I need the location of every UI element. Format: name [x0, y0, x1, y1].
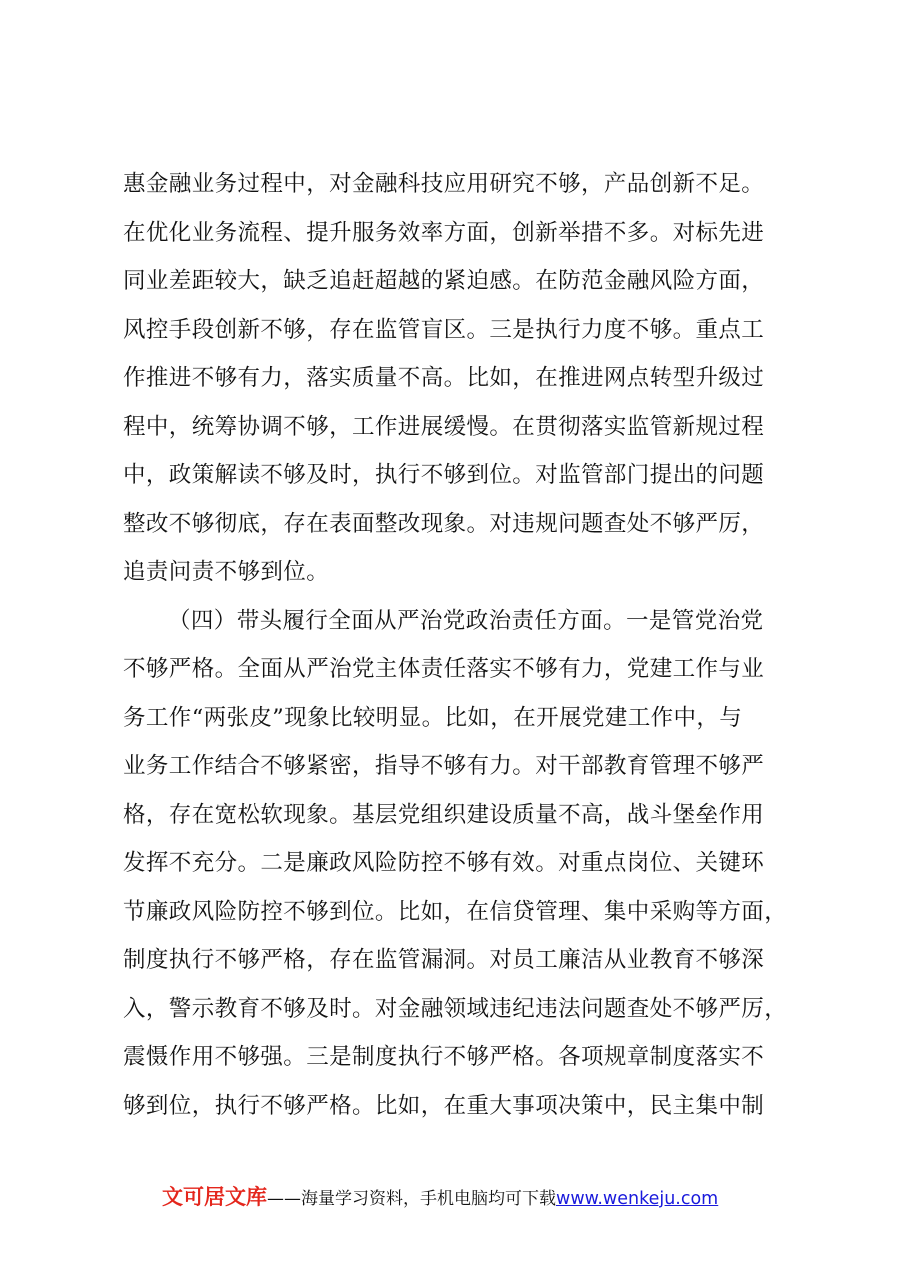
- text-line: 程中，统筹协调不够，工作进展缓慢。在贯彻落实监管新规过程: [123, 413, 765, 440]
- footer-tagline: ——海量学习资料，手机电脑均可下载: [267, 1189, 556, 1209]
- text-line: 在优化业务流程、提升服务效率方面，创新举措不多。对标先进: [123, 219, 765, 246]
- text-line: 作推进不够有力，落实质量不高。比如，在推进网点转型升级过: [123, 365, 765, 391]
- text-line: 不够严格。全面从严治党主体责任落实不够有力，党建工作与业: [123, 656, 765, 682]
- text-line: 入，警示教育不够及时。对金融领域违纪违法问题查处不够严厉，: [123, 995, 788, 1022]
- text-line: 发挥不充分。二是廉政风险防控不够有效。对重点岗位、关键环: [123, 850, 765, 876]
- text-line: 风控手段创新不够，存在监管盲区。三是执行力度不够。重点工: [123, 316, 765, 343]
- text-line: 整改不够彻底，存在表面整改现象。对违规问题查处不够严厉，: [123, 510, 765, 537]
- footer-banner: [162, 1180, 862, 1214]
- text-line: 节廉政风险防控不够到位。比如，在信贷管理、集中采购等方面，: [123, 898, 788, 925]
- text-line: 惠金融业务过程中，对金融科技应用研究不够，产品创新不足。: [123, 171, 765, 197]
- text-line: 业务工作结合不够紧密，指导不够有力。对干部教育管理不够严: [123, 753, 765, 779]
- text-line: 务工作“两张皮”现象比较明显。比如，在开展党建工作中，与: [123, 704, 743, 731]
- text-line: 同业差距较大，缺乏追赶超越的紧迫感。在防范金融风险方面，: [123, 268, 765, 294]
- text-line: 够到位，执行不够严格。比如，在重大事项决策中，民主集中制: [123, 1092, 765, 1119]
- text-line: 制度执行不够严格，存在监管漏洞。对员工廉洁从业教育不够深: [123, 947, 765, 973]
- footer-website-link[interactable]: www.wenkeju.com: [556, 1189, 719, 1209]
- text-line: 中，政策解读不够及时，执行不够到位。对监管部门提出的问题: [123, 462, 765, 488]
- text-line: 格，存在宽松软现象。基层党组织建设质量不高，战斗堡垒作用: [123, 801, 765, 828]
- footer-brand: 文可居文库: [162, 1185, 267, 1209]
- text-line: 追责问责不够到位。: [123, 559, 330, 585]
- section-heading-line: （四）带头履行全面从严治党政治责任方面。一是管党治党: [168, 607, 764, 634]
- document-body: [123, 160, 803, 1130]
- text-line: 震慑作用不够强。三是制度执行不够严格。各项规章制度落实不: [123, 1044, 765, 1070]
